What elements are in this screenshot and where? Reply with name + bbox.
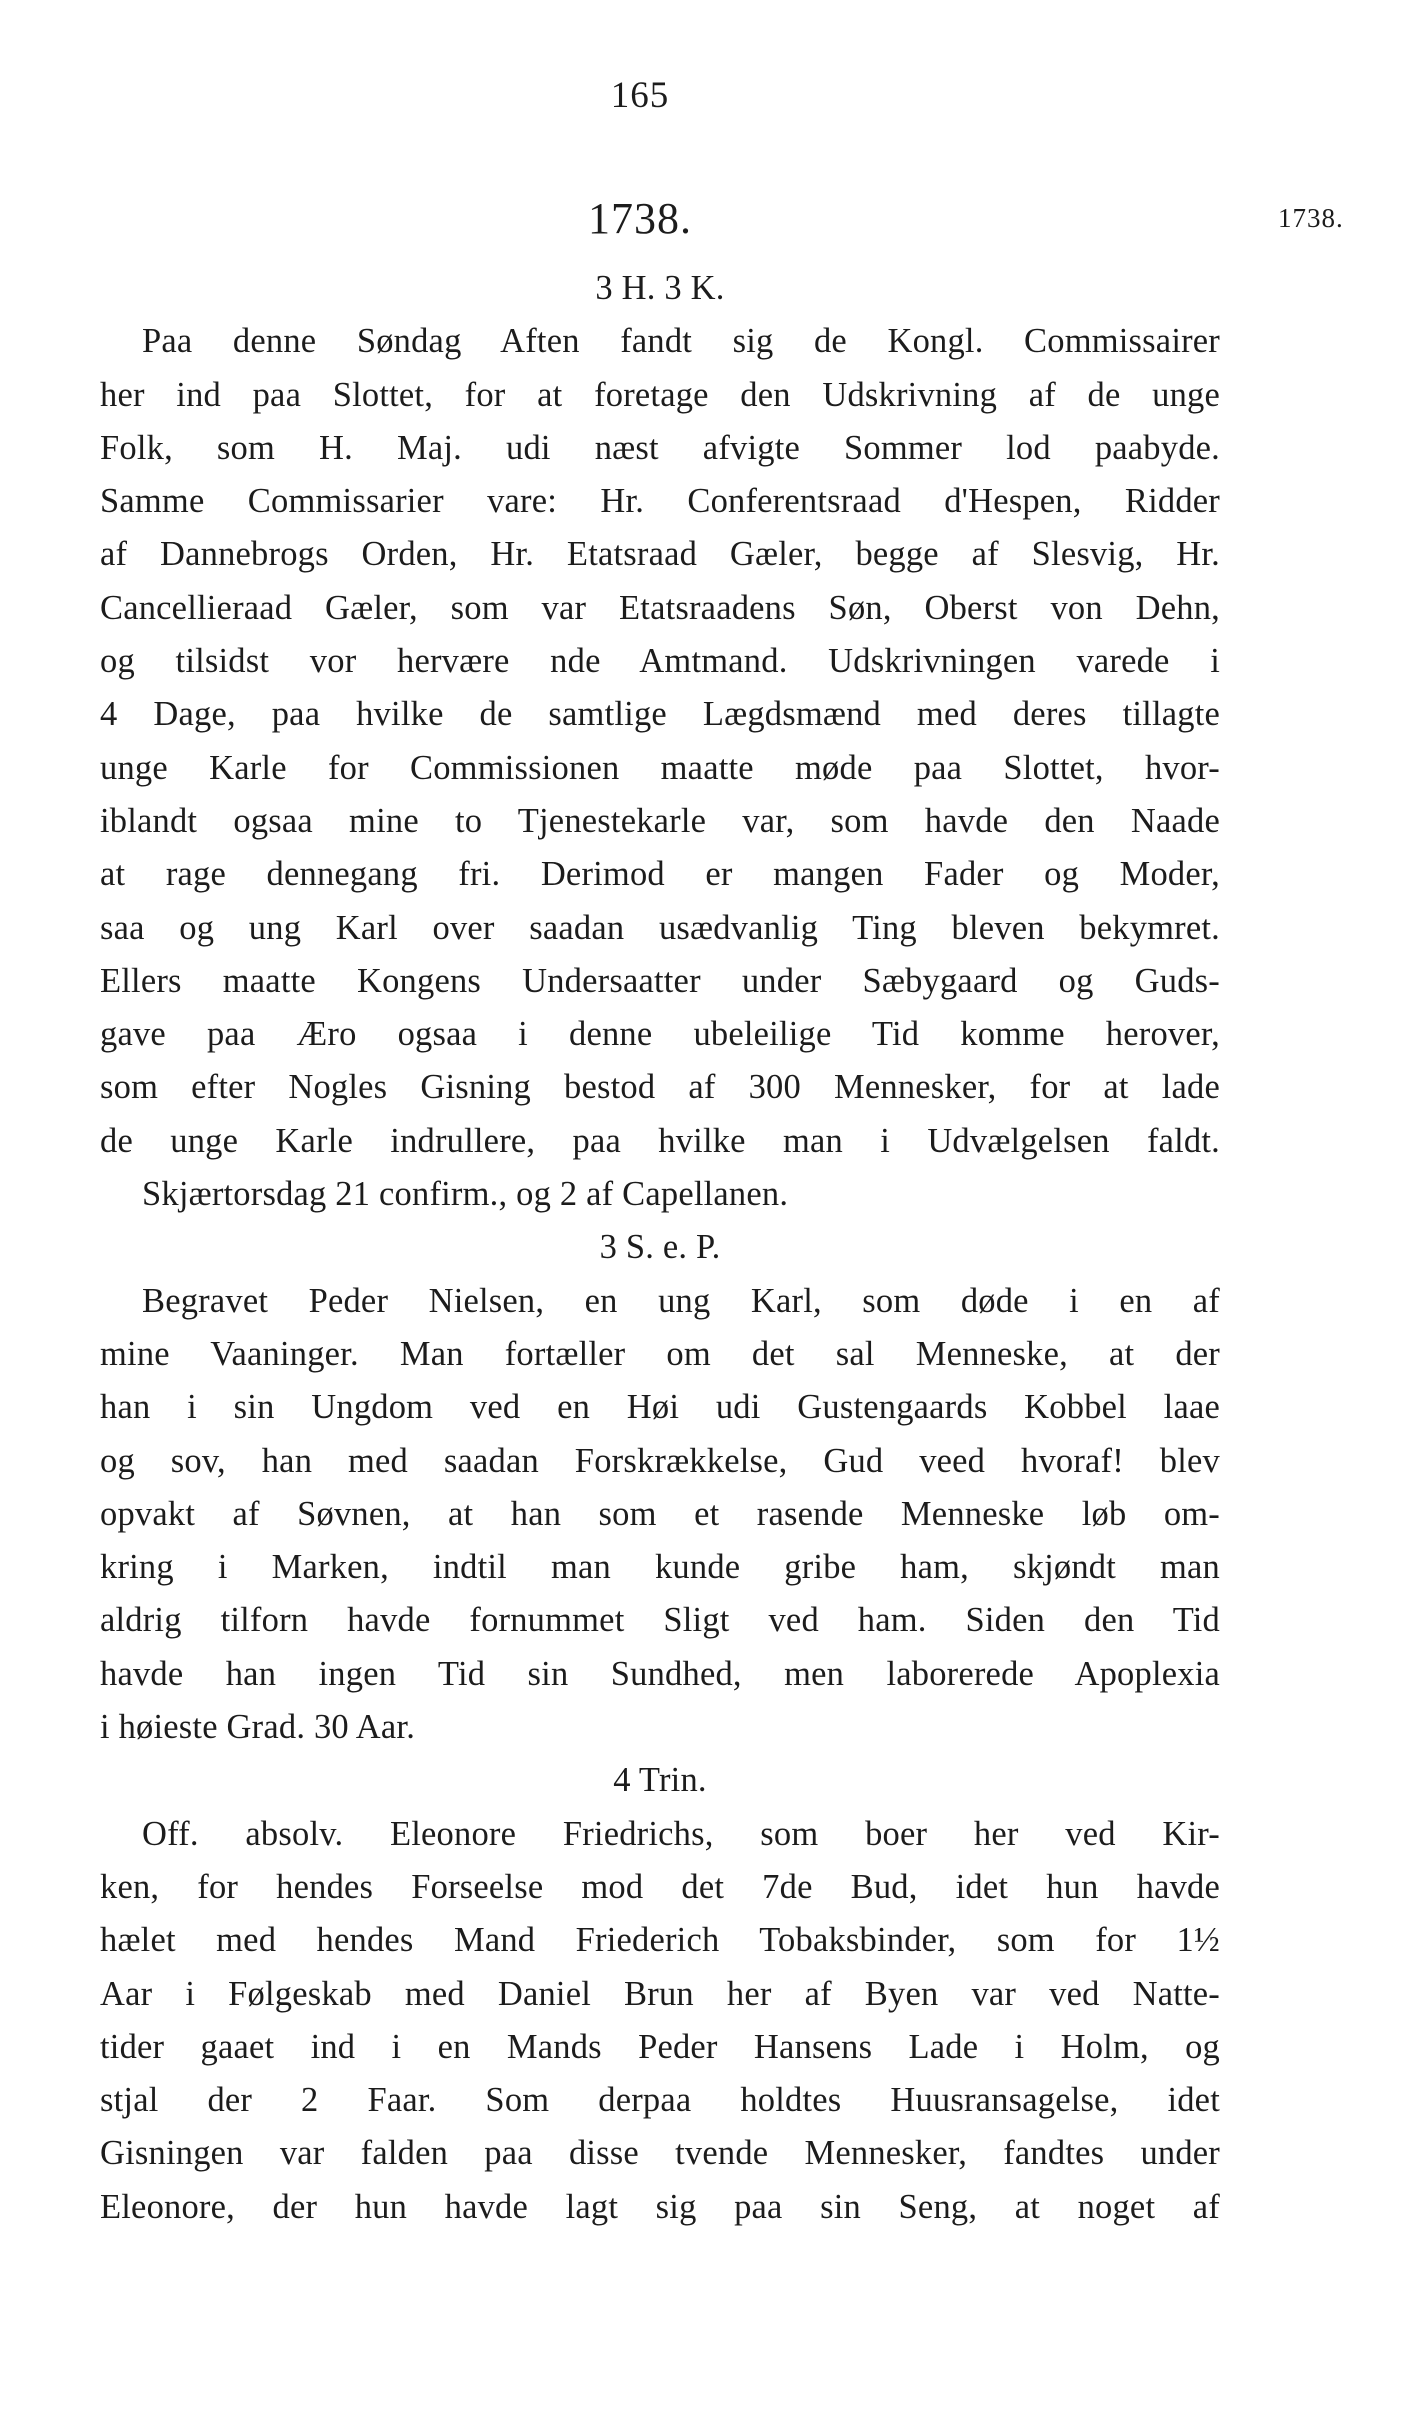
- text-line: tider gaaet ind i en Mands Peder Hansens Lade i Holm, og: [100, 2027, 1220, 2066]
- text-line: at rage dennegang fri. Derimod er mangen Fader og Moder,: [100, 855, 1220, 894]
- text-line: han i sin Ungdom ved en Høi udi Gustengaards Kobbel laae: [100, 1388, 1220, 1427]
- year-heading: 1738.: [588, 194, 692, 243]
- text-line: hælet med hendes Mand Friederich Tobaksbinder, som for 1½: [100, 1921, 1220, 1960]
- text-line: Skjærtorsdag 21 confirm., og 2 af Capellanen.: [142, 1175, 789, 1214]
- text-line: Eleonore, der hun havde lagt sig paa sin Seng, at noget af: [100, 2187, 1220, 2226]
- text-line: og sov, han med saadan Forskrækkelse, Gud veed hvoraf! blev: [100, 1441, 1220, 1480]
- text-line: Cancellieraad Gæler, som var Etatsraadens Søn, Oberst von Dehn,: [100, 588, 1220, 627]
- text-line: 4 Dage, paa hvilke de samtlige Lægdsmænd med deres tillagte: [100, 695, 1220, 734]
- text-line: ken, for hendes Forseelse mod det 7de Bud, idet hun havde: [100, 1867, 1220, 1906]
- text-line: Samme Commissarier vare: Hr. Conferentsraad d'Hespen, Ridder: [100, 482, 1220, 521]
- text-line: mine Vaaninger. Man fortæller om det sal Menneske, at der: [100, 1334, 1220, 1373]
- text-line: Paa denne Søndag Aften fandt sig de Kongl. Commissairer: [142, 322, 1220, 361]
- text-line: som efter Nogles Gisning bestod af 300 Mennesker, for at lade: [100, 1068, 1220, 1107]
- text-line: unge Karle for Commissionen maatte møde paa Slottet, hvor-: [100, 748, 1220, 787]
- text-line: havde han ingen Tid sin Sundhed, men laborerede Apoplexia: [100, 1654, 1220, 1693]
- text-line: saa og ung Karl over saadan usædvanlig Ting bleven bekymret.: [100, 908, 1220, 947]
- chronicle-text: [100, 262, 1220, 2234]
- text-line: de unge Karle indrullere, paa hvilke man i Udvælgelsen faldt.: [100, 1121, 1220, 1160]
- text-line: Folk, som H. Maj. udi næst afvigte Sommer lod paabyde.: [100, 428, 1220, 467]
- text-line: Gisningen var falden paa disse tvende Mennesker, fandtes under: [100, 2134, 1220, 2173]
- section-heading: 3 H. 3 K.: [595, 269, 725, 307]
- text-line: her ind paa Slottet, for at foretage den Udskrivning af de unge: [100, 375, 1220, 414]
- text-line: af Dannebrogs Orden, Hr. Etatsraad Gæler, begge af Slesvig, Hr.: [100, 535, 1220, 574]
- text-line: Ellers maatte Kongens Undersaatter under Sæbygaard og Guds-: [100, 961, 1220, 1000]
- text-line: og tilsidst vor hervære nde Amtmand. Udskrivningen varede i: [100, 642, 1220, 681]
- text-line: Aar i Følgeskab med Daniel Brun her af Byen var ved Natte-: [100, 1974, 1220, 2013]
- text-line: opvakt af Søvnen, at han som et rasende Menneske løb om-: [100, 1494, 1220, 1533]
- section-heading: 4 Trin.: [613, 1761, 707, 1800]
- text-line: Begravet Peder Nielsen, en ung Karl, som døde i en af: [142, 1281, 1220, 1320]
- section-heading: 3 S. e. P.: [599, 1228, 721, 1267]
- text-line: gave paa Æro ogsaa i denne ubeleilige Tid komme herover,: [100, 1015, 1220, 1054]
- text-line: Off. absolv. Eleonore Friedrichs, som boer her ved Kir-: [142, 1814, 1220, 1853]
- page-number: 165: [610, 75, 670, 116]
- text-line: stjal der 2 Faar. Som derpaa holdtes Huusransagelse, idet: [100, 2081, 1220, 2120]
- margin-year: 1738.: [1278, 203, 1344, 233]
- text-line: kring i Marken, indtil man kunde gribe ham, skjøndt man: [100, 1548, 1220, 1587]
- text-line: i høieste Grad. 30 Aar.: [100, 1708, 416, 1747]
- text-line: aldrig tilforn havde fornummet Sligt ved ham. Siden den Tid: [100, 1601, 1220, 1640]
- text-line: iblandt ogsaa mine to Tjenestekarle var, som havde den Naade: [100, 801, 1220, 840]
